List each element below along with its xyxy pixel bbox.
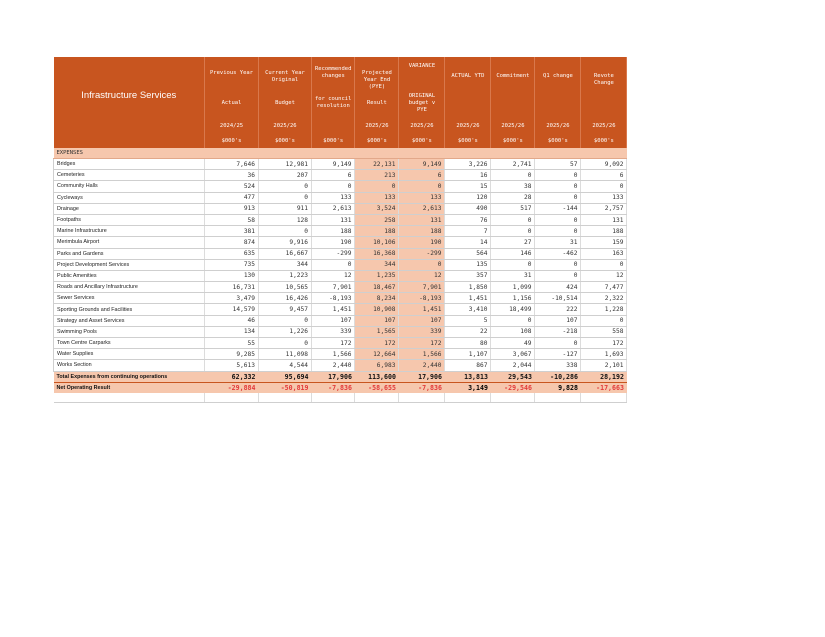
total-value: -10,286	[535, 371, 581, 382]
units-label-spacer	[54, 134, 205, 148]
row-value: 108	[491, 326, 535, 337]
row-value: -299	[312, 248, 355, 259]
column-year: 2025/26	[259, 119, 312, 134]
row-value: 172	[312, 338, 355, 349]
blank-cell	[54, 393, 205, 403]
row-value: 1,107	[445, 349, 491, 360]
table-row	[54, 326, 627, 337]
row-label: Swimming Pools	[54, 326, 205, 337]
net-label: Net Operating Result	[54, 382, 205, 393]
row-value: 133	[312, 192, 355, 203]
row-label: Works Section	[54, 360, 205, 371]
table-row	[54, 270, 627, 281]
row-value: 477	[205, 192, 259, 203]
table-row	[54, 349, 627, 360]
row-value: 867	[445, 360, 491, 371]
row-value: 16,426	[259, 293, 312, 304]
row-value: 76	[445, 214, 491, 225]
row-value: 0	[535, 192, 581, 203]
row-value: 258	[355, 214, 399, 225]
row-value: 1,156	[491, 293, 535, 304]
column-header-mid: Budget	[275, 99, 295, 106]
table-row	[54, 315, 627, 326]
row-value: 22	[445, 326, 491, 337]
row-value: 1,693	[581, 349, 627, 360]
blank-cell	[535, 393, 581, 403]
row-value: 0	[491, 226, 535, 237]
row-value: 131	[312, 214, 355, 225]
row-value: 1,451	[312, 304, 355, 315]
row-value: 27	[491, 237, 535, 248]
row-value: -10,514	[535, 293, 581, 304]
row-value: 7	[445, 226, 491, 237]
column-header-top: Commitment	[496, 73, 530, 79]
row-value: -144	[535, 203, 581, 214]
row-value: 107	[355, 315, 399, 326]
row-value: 2,757	[581, 203, 627, 214]
column-units: $000's	[535, 134, 581, 148]
row-value: 0	[259, 226, 312, 237]
column-header	[445, 57, 491, 119]
row-value: 1,235	[355, 270, 399, 281]
row-value: 2,613	[399, 203, 445, 214]
row-value: 6	[312, 170, 355, 181]
row-value: 188	[399, 226, 445, 237]
row-value: 28	[491, 192, 535, 203]
row-value: 339	[399, 326, 445, 337]
row-value: 911	[259, 203, 312, 214]
net-operating-result-row	[54, 382, 627, 393]
net-value: -29,546	[491, 382, 535, 393]
row-value: 1,566	[399, 349, 445, 360]
table-row	[54, 181, 627, 192]
row-value: 172	[581, 338, 627, 349]
column-header	[535, 57, 581, 119]
row-value: 131	[399, 214, 445, 225]
column-header-mid: for council resolution	[315, 96, 352, 109]
row-value: 0	[259, 192, 312, 203]
row-value: 2,440	[399, 360, 445, 371]
table-row	[54, 282, 627, 293]
row-value: 1,566	[312, 349, 355, 360]
row-value: 10,908	[355, 304, 399, 315]
row-label: Parks and Gardens	[54, 248, 205, 259]
header-row-units	[54, 134, 627, 148]
row-value: 1,223	[259, 270, 312, 281]
row-value: 913	[205, 203, 259, 214]
row-value: 490	[445, 203, 491, 214]
row-value: 0	[399, 259, 445, 270]
row-value: 107	[312, 315, 355, 326]
row-value: 172	[399, 338, 445, 349]
column-year: 2025/26	[355, 119, 399, 134]
row-value: 12	[312, 270, 355, 281]
row-value: -218	[535, 326, 581, 337]
row-value: 1,226	[259, 326, 312, 337]
row-value: -299	[399, 248, 445, 259]
row-value: 190	[312, 237, 355, 248]
row-value: 0	[581, 259, 627, 270]
row-value: 735	[205, 259, 259, 270]
row-label: Marine Infrastructure	[54, 226, 205, 237]
blank-cell	[259, 393, 312, 403]
row-value: -462	[535, 248, 581, 259]
row-value: -127	[535, 349, 581, 360]
column-header	[491, 57, 535, 119]
row-value: 38	[491, 181, 535, 192]
column-units: $000's	[581, 134, 627, 148]
column-header-mid: Result	[367, 99, 387, 106]
column-header-top: Revote Change	[594, 73, 614, 86]
row-value: 16,667	[259, 248, 312, 259]
row-value: 5,613	[205, 360, 259, 371]
row-value: 0	[312, 259, 355, 270]
row-value: 128	[259, 214, 312, 225]
row-value: 9,092	[581, 159, 627, 170]
row-value: 146	[491, 248, 535, 259]
net-value: -58,655	[355, 382, 399, 393]
column-header-mid: ORIGINAL budget v PYE	[408, 92, 436, 113]
row-value: 517	[491, 203, 535, 214]
row-label: Footpaths	[54, 214, 205, 225]
row-label: Cycleways	[54, 192, 205, 203]
row-value: 172	[355, 338, 399, 349]
row-value: 31	[491, 270, 535, 281]
row-value: 1,099	[491, 282, 535, 293]
row-value: 0	[312, 181, 355, 192]
row-value: 4,544	[259, 360, 312, 371]
column-year: 2025/26	[491, 119, 535, 134]
row-value: 7,901	[399, 282, 445, 293]
infrastructure-services-table	[53, 57, 627, 403]
row-value: 133	[581, 192, 627, 203]
column-header-top: Recommended changes	[315, 66, 352, 79]
row-value: 2,613	[312, 203, 355, 214]
row-value: -8,193	[312, 293, 355, 304]
blank-cell	[491, 393, 535, 403]
row-value: 49	[491, 338, 535, 349]
row-value: 0	[491, 259, 535, 270]
column-units: $000's	[491, 134, 535, 148]
row-value: 6	[399, 170, 445, 181]
row-value: 2,440	[312, 360, 355, 371]
total-label: Total Expenses from continuing operations	[54, 371, 205, 382]
row-value: 36	[205, 170, 259, 181]
row-value: 159	[581, 237, 627, 248]
row-label: Sporting Grounds and Facilities	[54, 304, 205, 315]
row-value: 0	[535, 226, 581, 237]
column-header	[581, 57, 627, 119]
table-row	[54, 293, 627, 304]
column-units: $000's	[205, 134, 259, 148]
row-value: 207	[259, 170, 312, 181]
row-value: 18,467	[355, 282, 399, 293]
blank-cell	[355, 393, 399, 403]
row-value: 80	[445, 338, 491, 349]
row-value: 10,106	[355, 237, 399, 248]
row-value: 3,479	[205, 293, 259, 304]
column-header-top: ACTUAL YTD	[451, 73, 485, 79]
row-value: 0	[581, 181, 627, 192]
row-value: 344	[355, 259, 399, 270]
row-label: Roads and Ancillary Infrastructure	[54, 282, 205, 293]
table-row	[54, 203, 627, 214]
row-value: 6,983	[355, 360, 399, 371]
row-value: 339	[312, 326, 355, 337]
row-value: 635	[205, 248, 259, 259]
row-value: 133	[399, 192, 445, 203]
column-header	[205, 57, 259, 119]
row-label: Project Development Services	[54, 259, 205, 270]
row-value: 12,981	[259, 159, 312, 170]
row-value: 55	[205, 338, 259, 349]
row-value: 0	[581, 315, 627, 326]
row-value: 1,850	[445, 282, 491, 293]
row-value: 8,234	[355, 293, 399, 304]
row-value: 357	[445, 270, 491, 281]
row-value: 188	[581, 226, 627, 237]
column-header-top: Current Year Original	[265, 69, 305, 83]
column-units: $000's	[445, 134, 491, 148]
row-value: 3,067	[491, 349, 535, 360]
row-value: 11,098	[259, 349, 312, 360]
row-label: Cemeteries	[54, 170, 205, 181]
row-value: 14,579	[205, 304, 259, 315]
row-value: 120	[445, 192, 491, 203]
column-units: $000's	[399, 134, 445, 148]
net-value: -7,836	[312, 382, 355, 393]
row-value: 10,565	[259, 282, 312, 293]
row-value: 22,131	[355, 159, 399, 170]
row-value: 9,457	[259, 304, 312, 315]
column-header-top: Previous Year	[209, 69, 254, 76]
table-row	[54, 259, 627, 270]
row-value: 134	[205, 326, 259, 337]
row-value: 0	[535, 181, 581, 192]
row-value: 222	[535, 304, 581, 315]
row-label: Bridges	[54, 159, 205, 170]
total-value: 28,192	[581, 371, 627, 382]
row-value: 6	[581, 170, 627, 181]
row-value: 107	[399, 315, 445, 326]
total-value: 29,543	[491, 371, 535, 382]
row-value: -8,193	[399, 293, 445, 304]
table-row	[54, 192, 627, 203]
row-value: 2,101	[581, 360, 627, 371]
row-label: Water Supplies	[54, 349, 205, 360]
row-value: 338	[535, 360, 581, 371]
row-value: 2,322	[581, 293, 627, 304]
row-value: 1,228	[581, 304, 627, 315]
column-units: $000's	[355, 134, 399, 148]
row-value: 9,149	[399, 159, 445, 170]
row-value: 58	[205, 214, 259, 225]
row-value: 0	[535, 214, 581, 225]
column-header-top: VARIANCE	[408, 62, 436, 69]
net-value: -50,819	[259, 382, 312, 393]
row-label: Community Halls	[54, 181, 205, 192]
row-value: 0	[535, 259, 581, 270]
row-value: 2,044	[491, 360, 535, 371]
row-value: 1,451	[445, 293, 491, 304]
expenses-label: EXPENSES	[54, 148, 627, 159]
row-value: 0	[491, 315, 535, 326]
column-header-mid: Actual	[221, 99, 242, 106]
row-value: 0	[259, 315, 312, 326]
row-value: 0	[259, 181, 312, 192]
total-value: 62,332	[205, 371, 259, 382]
row-value: 14	[445, 237, 491, 248]
column-header	[312, 57, 355, 119]
row-value: 16,731	[205, 282, 259, 293]
row-value: 190	[399, 237, 445, 248]
row-value: 424	[535, 282, 581, 293]
total-expenses-row	[54, 371, 627, 382]
row-value: 3,410	[445, 304, 491, 315]
section-title: Infrastructure Services	[54, 57, 205, 134]
blank-cell	[399, 393, 445, 403]
row-value: 131	[581, 214, 627, 225]
row-value: 130	[205, 270, 259, 281]
net-value: -29,884	[205, 382, 259, 393]
row-value: 16	[445, 170, 491, 181]
column-year: 2025/26	[399, 119, 445, 134]
blank-cell	[205, 393, 259, 403]
net-value: 9,828	[535, 382, 581, 393]
table-row	[54, 214, 627, 225]
row-value: 0	[535, 270, 581, 281]
row-value: 0	[491, 170, 535, 181]
row-value: 558	[581, 326, 627, 337]
column-units: $000's	[259, 134, 312, 148]
column-header-top: Projected Year End (PYE)	[362, 69, 392, 90]
net-value: 3,149	[445, 382, 491, 393]
row-value: 188	[355, 226, 399, 237]
header-row-top	[54, 57, 627, 119]
total-value: 17,906	[399, 371, 445, 382]
row-value: 15	[445, 181, 491, 192]
row-value: 163	[581, 248, 627, 259]
column-header-top: Q1 change	[543, 73, 573, 79]
column-year: 2025/26	[535, 119, 581, 134]
row-label: Drainage	[54, 203, 205, 214]
blank-cell	[581, 393, 627, 403]
total-value: 95,694	[259, 371, 312, 382]
blank-row	[54, 393, 627, 403]
column-header	[355, 57, 399, 119]
row-value: 12	[399, 270, 445, 281]
row-value: 31	[535, 237, 581, 248]
row-value: 3,226	[445, 159, 491, 170]
net-value: -17,663	[581, 382, 627, 393]
row-value: 12	[581, 270, 627, 281]
column-year: 2025/26	[581, 119, 627, 134]
row-value: 12,664	[355, 349, 399, 360]
row-value: 0	[491, 214, 535, 225]
row-value: 18,499	[491, 304, 535, 315]
column-units: $000's	[312, 134, 355, 148]
row-value: 7,477	[581, 282, 627, 293]
row-value: 16,368	[355, 248, 399, 259]
column-header	[259, 57, 312, 119]
total-value: 13,813	[445, 371, 491, 382]
row-value: 0	[259, 338, 312, 349]
row-label: Town Centre Carparks	[54, 338, 205, 349]
row-value: 1,451	[399, 304, 445, 315]
row-value: 3,524	[355, 203, 399, 214]
total-value: 17,906	[312, 371, 355, 382]
table-row	[54, 360, 627, 371]
row-value: 9,285	[205, 349, 259, 360]
row-value: 1,565	[355, 326, 399, 337]
row-value: 135	[445, 259, 491, 270]
row-value: 188	[312, 226, 355, 237]
row-value: 107	[535, 315, 581, 326]
expenses-section-row	[54, 148, 627, 159]
row-label: Sewer Services	[54, 293, 205, 304]
row-value: 381	[205, 226, 259, 237]
row-value: 5	[445, 315, 491, 326]
row-value: 133	[355, 192, 399, 203]
blank-cell	[312, 393, 355, 403]
row-value: 0	[535, 338, 581, 349]
row-value: 213	[355, 170, 399, 181]
table-row	[54, 338, 627, 349]
row-value: 524	[205, 181, 259, 192]
row-label: Merimbula Airport	[54, 237, 205, 248]
column-header	[399, 57, 445, 119]
row-value: 7,901	[312, 282, 355, 293]
table-row	[54, 170, 627, 181]
row-label: Strategy and Asset Services	[54, 315, 205, 326]
total-value: 113,600	[355, 371, 399, 382]
row-value: 9,916	[259, 237, 312, 248]
net-value: -7,836	[399, 382, 445, 393]
row-value: 0	[535, 170, 581, 181]
column-year: 2025/26	[445, 119, 491, 134]
table-row	[54, 237, 627, 248]
row-value: 874	[205, 237, 259, 248]
row-value: 57	[535, 159, 581, 170]
row-value: 344	[259, 259, 312, 270]
table-row	[54, 248, 627, 259]
column-year: 2024/25	[205, 119, 259, 134]
row-value: 0	[355, 181, 399, 192]
table-row	[54, 159, 627, 170]
row-value: 46	[205, 315, 259, 326]
row-value: 9,149	[312, 159, 355, 170]
row-value: 564	[445, 248, 491, 259]
blank-cell	[445, 393, 491, 403]
row-value: 2,741	[491, 159, 535, 170]
row-label: Public Amenities	[54, 270, 205, 281]
row-value: 7,646	[205, 159, 259, 170]
table-row	[54, 304, 627, 315]
row-value: 0	[399, 181, 445, 192]
table-row	[54, 226, 627, 237]
column-year	[312, 119, 355, 134]
